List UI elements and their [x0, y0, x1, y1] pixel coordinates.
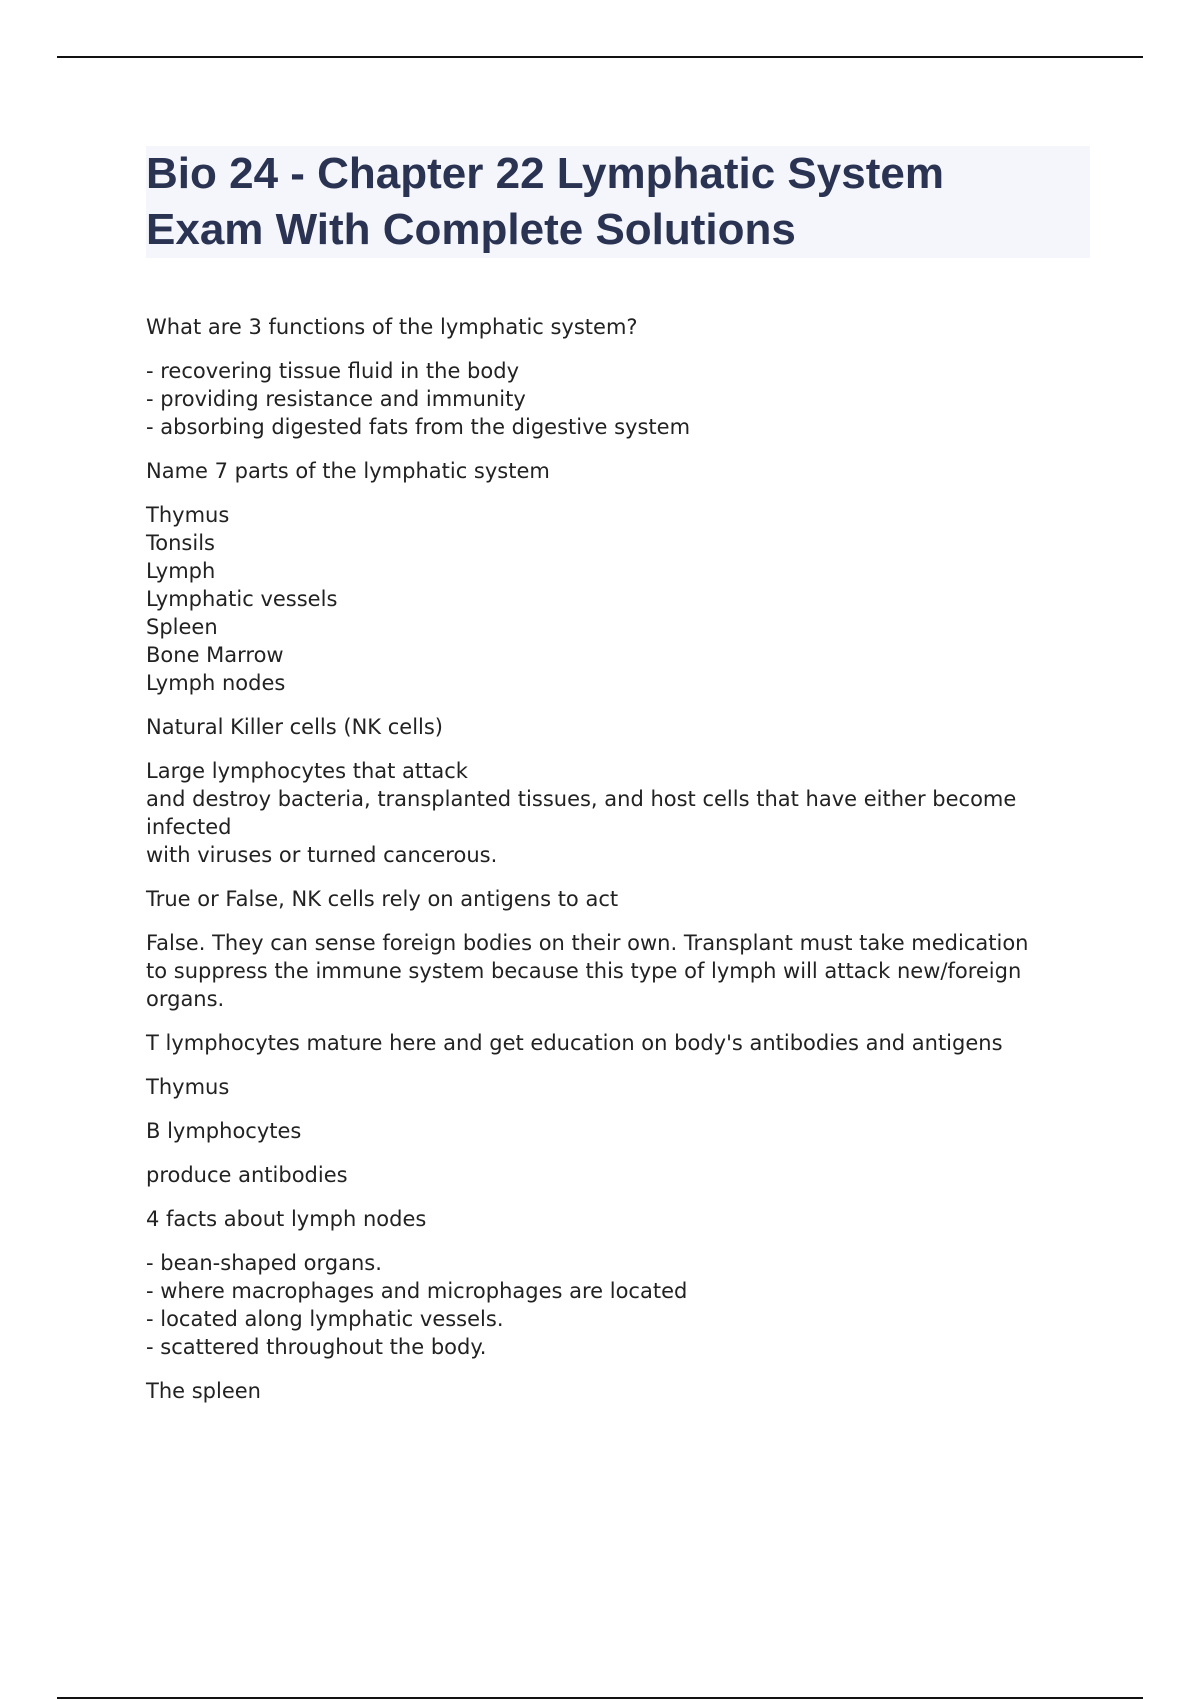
top-rule — [57, 56, 1143, 58]
answer-line: - scattered throughout the body. — [146, 1335, 487, 1359]
answer-line: - bean-shaped organs. — [146, 1251, 382, 1275]
bottom-rule — [57, 1697, 1143, 1699]
answer-line: Spleen — [146, 615, 218, 639]
answer-line: infected — [146, 815, 232, 839]
flashcard-list — [146, 313, 1096, 1421]
answer-line: False. They can sense foreign bodies on their own. Transplant must take medication — [146, 931, 1029, 955]
card-question: T lymphocytes mature here and get education on body's antibodies and antigens — [146, 1031, 1003, 1055]
answer-line: to suppress the immune system because this type of lymph will attack new/foreign — [146, 959, 1022, 983]
document-title — [146, 146, 1090, 258]
title-line-1: Bio 24 - Chapter 22 Lymphatic System — [146, 149, 944, 198]
card-question: True or False, NK cells rely on antigens to act — [146, 887, 619, 911]
answer-line: Tonsils — [146, 531, 215, 555]
answer-line: - absorbing digested fats from the digestive system — [146, 415, 691, 439]
card-question: Natural Killer cells (NK cells) — [146, 715, 444, 739]
answer-line: with viruses or turned cancerous. — [146, 843, 498, 867]
answer-line: Lymph — [146, 559, 216, 583]
card-answer — [146, 1161, 1096, 1189]
card-question: The spleen — [146, 1379, 261, 1403]
answer-line: Thymus — [146, 1075, 230, 1099]
answer-line: Thymus — [146, 503, 230, 527]
card-question: 4 facts about lymph nodes — [146, 1207, 427, 1231]
answer-line: - where macrophages and microphages are located — [146, 1279, 688, 1303]
title-line-2: Exam With Complete Solutions — [146, 205, 796, 254]
card-answer — [146, 357, 1096, 441]
answer-line: Lymph nodes — [146, 671, 286, 695]
card-answer — [146, 1073, 1096, 1101]
answer-line: - recovering tissue fluid in the body — [146, 359, 519, 383]
card-answer — [146, 501, 1096, 697]
answer-line: produce antibodies — [146, 1163, 348, 1187]
card-question: B lymphocytes — [146, 1119, 302, 1143]
answer-line: Large lymphocytes that attack — [146, 759, 468, 783]
answer-line: organs. — [146, 987, 225, 1011]
card-answer — [146, 1249, 1096, 1361]
answer-line: and destroy bacteria, transplanted tissues, and host cells that have either become — [146, 787, 1017, 811]
card-answer — [146, 757, 1096, 869]
card-answer — [146, 929, 1096, 1013]
answer-line: - providing resistance and immunity — [146, 387, 526, 411]
card-question: What are 3 functions of the lymphatic system? — [146, 315, 638, 339]
answer-line: Bone Marrow — [146, 643, 284, 667]
answer-line: - located along lymphatic vessels. — [146, 1307, 504, 1331]
answer-line: Lymphatic vessels — [146, 587, 338, 611]
card-question: Name 7 parts of the lymphatic system — [146, 459, 550, 483]
